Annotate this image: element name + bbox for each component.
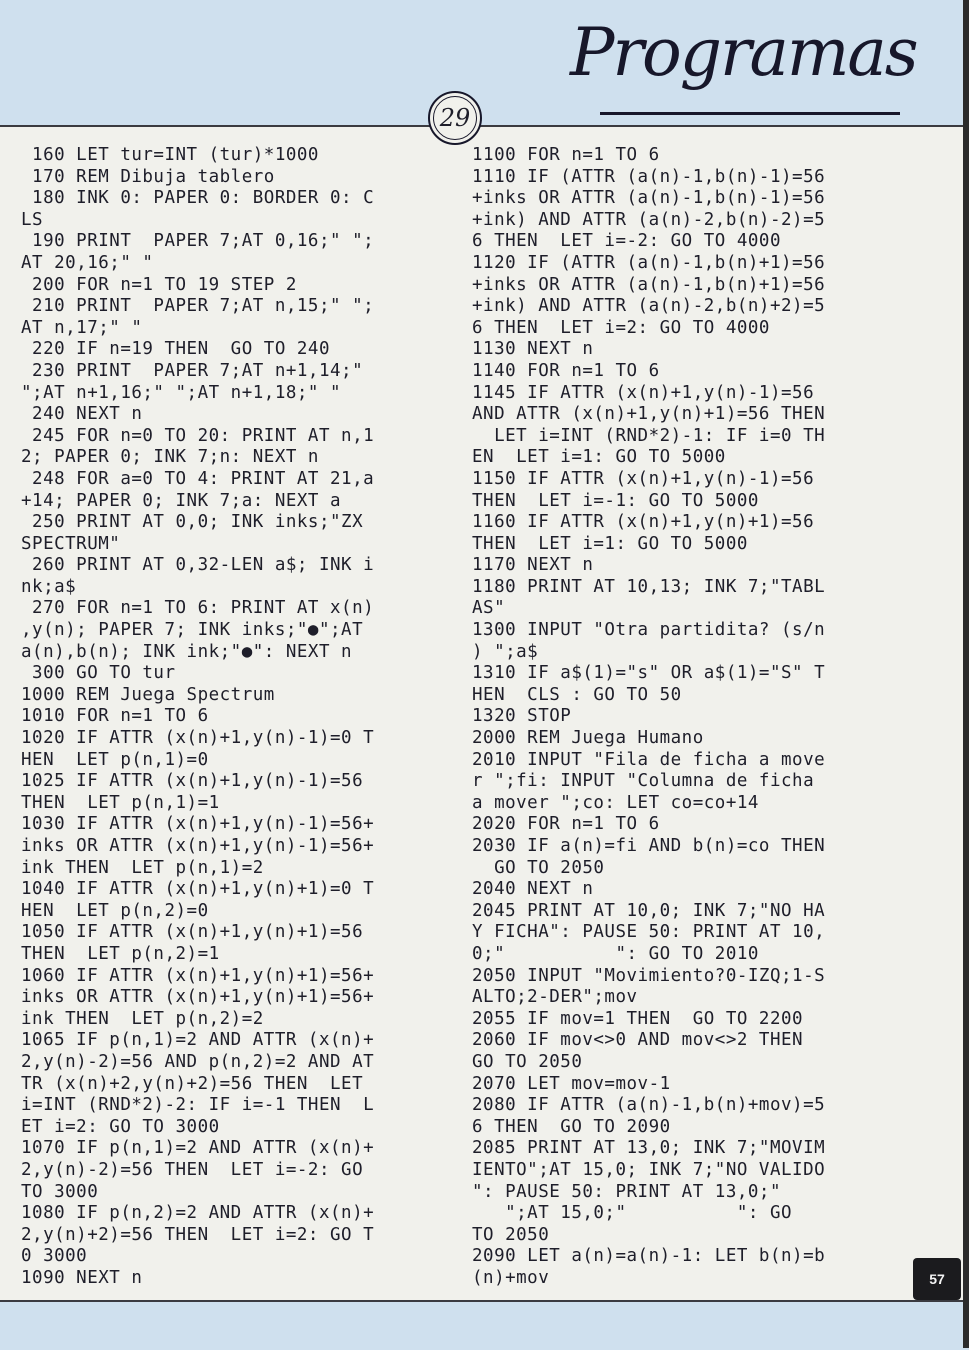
- code-line: THEN LET i=1: GO TO 5000: [472, 533, 748, 554]
- code-line: 1050 IF ATTR (x(n)+1,y(n)+1)=56: [21, 922, 364, 943]
- code-line: AT 20,16;" ": [21, 252, 154, 273]
- code-line: LS: [21, 209, 44, 230]
- code-line: 2,y(n)-2)=56 THEN LET i=-2: GO: [21, 1159, 364, 1180]
- code-line: 1120 IF (ATTR (a(n)-1,b(n)+1)=56: [472, 252, 826, 273]
- code-line: 1010 FOR n=1 TO 6: [21, 706, 209, 727]
- code-line: 0 3000: [21, 1246, 88, 1267]
- code-line: 180 INK 0: PAPER 0: BORDER 0: C: [21, 188, 375, 209]
- code-line: 210 PRINT PAPER 7;AT n,15;" ";: [21, 296, 375, 317]
- code-line: 270 FOR n=1 TO 6: PRINT AT x(n): [21, 598, 375, 619]
- code-line: 1090 NEXT n: [21, 1267, 143, 1288]
- code-line: AS": [472, 598, 506, 619]
- header-rule: [0, 125, 969, 127]
- code-line: 1110 IF (ATTR (a(n)-1,b(n)-1)=56: [472, 166, 826, 187]
- code-line: 2030 IF a(n)=fi AND b(n)=co THEN: [472, 836, 826, 856]
- code-line: 2,y(n)-2)=56 AND p(n,2)=2 AND AT: [21, 1051, 375, 1072]
- footer-band: [0, 1300, 969, 1350]
- code-line: inks OR ATTR (x(n)+1,y(n)-1)=56+: [21, 836, 375, 856]
- code-line: 1080 IF p(n,2)=2 AND ATTR (x(n)+: [21, 1203, 375, 1224]
- code-line: Y FICHA": PAUSE 50: PRINT AT 10,: [472, 922, 826, 943]
- code-line: 220 IF n=19 THEN GO TO 240: [21, 339, 331, 360]
- code-line: IENTO";AT 15,0; INK 7;"NO VALIDO: [472, 1159, 826, 1180]
- code-line: ";AT n+1,16;" ";AT n+1,18;" ": [21, 382, 342, 403]
- code-line: SPECTRUM": [21, 533, 121, 554]
- code-line: 6 THEN LET i=-2: GO TO 4000: [472, 231, 782, 252]
- code-line: 2055 IF mov=1 THEN GO TO 2200: [472, 1008, 804, 1029]
- section-title: Programas: [570, 14, 917, 91]
- code-line: 2020 FOR n=1 TO 6: [472, 814, 660, 835]
- code-line: AT n,17;" ": [21, 317, 143, 338]
- code-line: ink THEN LET p(n,1)=2: [21, 857, 264, 878]
- code-line: 1145 IF ATTR (x(n)+1,y(n)-1)=56: [472, 382, 815, 403]
- code-line: 248 FOR a=0 TO 4: PRINT AT 21,a: [21, 468, 375, 489]
- code-line: ALTO;2-DER";mov: [472, 987, 638, 1008]
- listing-left-column: [21, 145, 446, 1289]
- code-line: ink THEN LET p(n,2)=2: [21, 1008, 264, 1029]
- code-line: 1320 STOP: [472, 706, 572, 727]
- page-number-badge: 57: [913, 1258, 961, 1300]
- code-line: 1040 IF ATTR (x(n)+1,y(n)+1)=0 T: [21, 879, 375, 900]
- code-line: TO 3000: [21, 1181, 99, 1202]
- code-line: THEN LET p(n,1)=1: [21, 792, 220, 813]
- code-line: 2,y(n)+2)=56 THEN LET i=2: GO T: [21, 1224, 375, 1245]
- code-line: 2060 IF mov<>0 AND mov<>2 THEN: [472, 1030, 804, 1051]
- title-underline: [600, 112, 900, 115]
- code-line: 240 NEXT n: [21, 404, 143, 425]
- code-line: ,y(n); PAPER 7; INK inks;"●";AT: [21, 620, 364, 641]
- code-line: GO TO 2050: [472, 857, 605, 878]
- code-line: ": PAUSE 50: PRINT AT 13,0;": [472, 1181, 782, 1202]
- code-line: +ink) AND ATTR (a(n)-2,b(n)+2)=5: [472, 296, 826, 317]
- code-line: 2090 LET a(n)=a(n)-1: LET b(n)=b: [472, 1246, 826, 1267]
- code-line: 1140 FOR n=1 TO 6: [472, 360, 660, 381]
- code-line: TR (x(n)+2,y(n)+2)=56 THEN LET: [21, 1073, 364, 1094]
- code-line: 2000 REM Juega Humano: [472, 728, 704, 749]
- code-line: 2070 LET mov=mov-1: [472, 1073, 671, 1094]
- code-line: THEN LET p(n,2)=1: [21, 943, 220, 964]
- code-line: AND ATTR (x(n)+1,y(n)+1)=56 THEN: [472, 404, 826, 425]
- code-line: 2050 INPUT "Movimiento?0-IZQ;1-S: [472, 965, 826, 986]
- code-line: 1170 NEXT n: [472, 555, 594, 576]
- code-line: 300 GO TO tur: [21, 663, 176, 684]
- code-line: (n)+mov: [472, 1267, 550, 1288]
- page-binding-edge: [963, 0, 969, 1348]
- code-line: THEN LET i=-1: GO TO 5000: [472, 490, 759, 511]
- code-line: 2010 INPUT "Fila de ficha a move: [472, 749, 826, 770]
- code-line: 1000 REM Juega Spectrum: [21, 684, 275, 705]
- code-line: 1150 IF ATTR (x(n)+1,y(n)-1)=56: [472, 468, 815, 489]
- code-line: 2085 PRINT AT 13,0; INK 7;"MOVIM: [472, 1138, 826, 1159]
- code-line: +14; PAPER 0; INK 7;a: NEXT a: [21, 490, 342, 511]
- code-line: 1025 IF ATTR (x(n)+1,y(n)-1)=56: [21, 771, 364, 792]
- code-line: 0;" ": GO TO 2010: [472, 943, 759, 964]
- listing-right-column: [472, 145, 902, 1289]
- code-line: 1310 IF a$(1)="s" OR a$(1)="S" T: [472, 663, 826, 684]
- code-line: 2; PAPER 0; INK 7;n: NEXT n: [21, 447, 319, 468]
- code-line: 1060 IF ATTR (x(n)+1,y(n)+1)=56+: [21, 965, 375, 986]
- code-line: EN LET i=1: GO TO 5000: [472, 447, 726, 468]
- code-line: HEN LET p(n,1)=0: [21, 749, 209, 770]
- code-line: 160 LET tur=INT (tur)*1000: [21, 145, 319, 165]
- code-line: r ";fi: INPUT "Columna de ficha: [472, 771, 815, 792]
- code-line: 1300 INPUT "Otra partidita? (s/n: [472, 620, 826, 641]
- code-line: 2040 NEXT n: [472, 879, 594, 900]
- code-line: 1180 PRINT AT 10,13; INK 7;"TABL: [472, 576, 826, 597]
- code-line: +ink) AND ATTR (a(n)-2,b(n)-2)=5: [472, 209, 826, 230]
- code-line: inks OR ATTR (x(n)+1,y(n)+1)=56+: [21, 987, 375, 1008]
- code-line: ";AT 15,0;" ": GO: [472, 1203, 793, 1224]
- issue-badge-ring: [433, 96, 477, 140]
- code-line: TO 2050: [472, 1224, 550, 1245]
- code-line: i=INT (RND*2)-2: IF i=-1 THEN L: [21, 1095, 375, 1116]
- code-line: 2080 IF ATTR (a(n)-1,b(n)+mov)=5: [472, 1095, 826, 1116]
- code-line: 1020 IF ATTR (x(n)+1,y(n)-1)=0 T: [21, 728, 375, 749]
- code-line: 190 PRINT PAPER 7;AT 0,16;" ";: [21, 231, 375, 252]
- code-line: 1100 FOR n=1 TO 6: [472, 145, 660, 165]
- code-line: LET i=INT (RND*2)-1: IF i=0 TH: [472, 425, 826, 446]
- code-line: a(n),b(n); INK ink;"●": NEXT n: [21, 641, 353, 662]
- code-line: GO TO 2050: [472, 1051, 583, 1072]
- code-line: 6 THEN LET i=2: GO TO 4000: [472, 317, 770, 338]
- code-line: 6 THEN GO TO 2090: [472, 1116, 671, 1137]
- code-line: +inks OR ATTR (a(n)-1,b(n)+1)=56: [472, 274, 826, 295]
- code-line: 1070 IF p(n,1)=2 AND ATTR (x(n)+: [21, 1138, 375, 1159]
- code-line: nk;a$: [21, 576, 77, 597]
- code-line: HEN LET p(n,2)=0: [21, 900, 209, 921]
- code-line: ET i=2: GO TO 3000: [21, 1116, 220, 1137]
- code-line: 1030 IF ATTR (x(n)+1,y(n)-1)=56+: [21, 814, 375, 835]
- code-line: 2045 PRINT AT 10,0; INK 7;"NO HA: [472, 900, 826, 921]
- code-line: a mover ";co: LET co=co+14: [472, 792, 759, 813]
- code-line: 170 REM Dibuja tablero: [21, 166, 275, 187]
- code-line: 1130 NEXT n: [472, 339, 594, 360]
- code-line: 230 PRINT PAPER 7;AT n+1,14;": [21, 360, 364, 381]
- code-line: HEN CLS : GO TO 50: [472, 684, 682, 705]
- code-line: 245 FOR n=0 TO 20: PRINT AT n,1: [21, 425, 375, 446]
- code-line: 1160 IF ATTR (x(n)+1,y(n)+1)=56: [472, 512, 815, 533]
- code-line: ) ";a$: [472, 641, 539, 662]
- code-line: 260 PRINT AT 0,32-LEN a$; INK i: [21, 555, 375, 576]
- code-line: +inks OR ATTR (a(n)-1,b(n)-1)=56: [472, 188, 826, 209]
- code-line: 1065 IF p(n,1)=2 AND ATTR (x(n)+: [21, 1030, 375, 1051]
- code-line: 250 PRINT AT 0,0; INK inks;"ZX: [21, 512, 364, 533]
- issue-badge: 29: [428, 91, 482, 145]
- code-line: 200 FOR n=1 TO 19 STEP 2: [21, 274, 297, 295]
